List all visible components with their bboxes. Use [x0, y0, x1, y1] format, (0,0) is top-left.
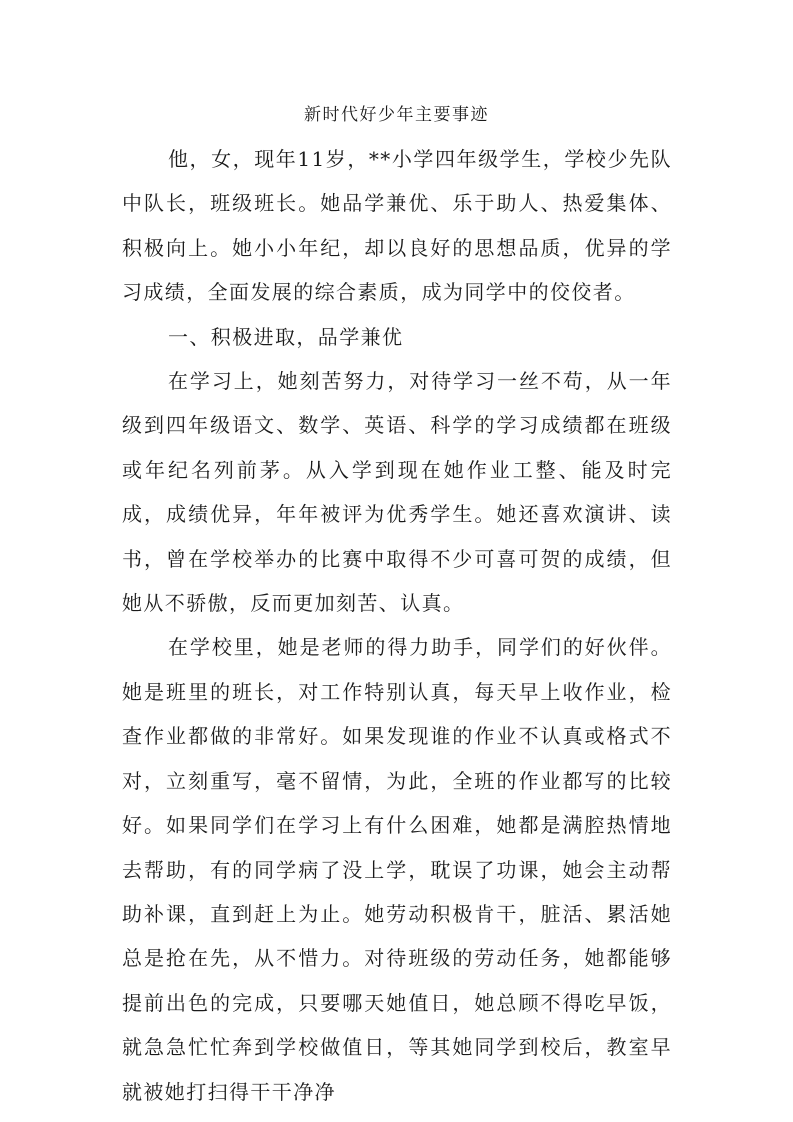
document-title: 新时代好少年主要事迹: [304, 105, 489, 125]
document-body: [122, 137, 672, 1114]
school-paragraph: 在学校里，她是老师的得力助手，同学们的好伙伴。她是班里的班长，对工作特别认真，每天早上收作业，检查作业都做的非常好。如果发现谁的作业不认真或格式不对，立刻重写，毫不留情，为此，全班的作业都写的比较好。如果同学们在学习上有什么困难，她都是满腔热情地去帮助，有的同学病了没上学，耽误了功课，她会主动帮助补课，直到赶上为止。她劳动积极肯干，脏活、累活她总是抢在先，从不惜力。对待班级的劳动任务，她都能够提前出色的完成，只要哪天她值日，她总顾不得吃早饭，就急急忙忙奔到学校做值日，等其她同学到校后，教室早就被她打扫得干干净净: [122, 635, 672, 1104]
study-paragraph: 在学习上，她刻苦努力，对待学习一丝不苟，从一年级到四年级语文、数学、英语、科学的学习成绩都在班级或年纪名列前茅。从入学到现在她作业工整、能及时完成，成绩优异，年年被评为优秀学生。她还喜欢演讲、读书，曾在学校举办的比赛中取得不少可喜可贺的成绩，但她从不骄傲，反而更加刻苦、认真。: [122, 369, 672, 616]
section-heading: 一、积极进取，品学兼优: [168, 324, 404, 349]
intro-paragraph: 他，女，现年11岁，**小学四年级学生，学校少先队中队长，班级班长。她品学兼优、乐于助人、热爱集体、积极向上。她小小年纪，却以良好的思想品质，优异的学习成绩，全面发展的综合素质，成为同学中的佼佼者。: [122, 147, 672, 305]
